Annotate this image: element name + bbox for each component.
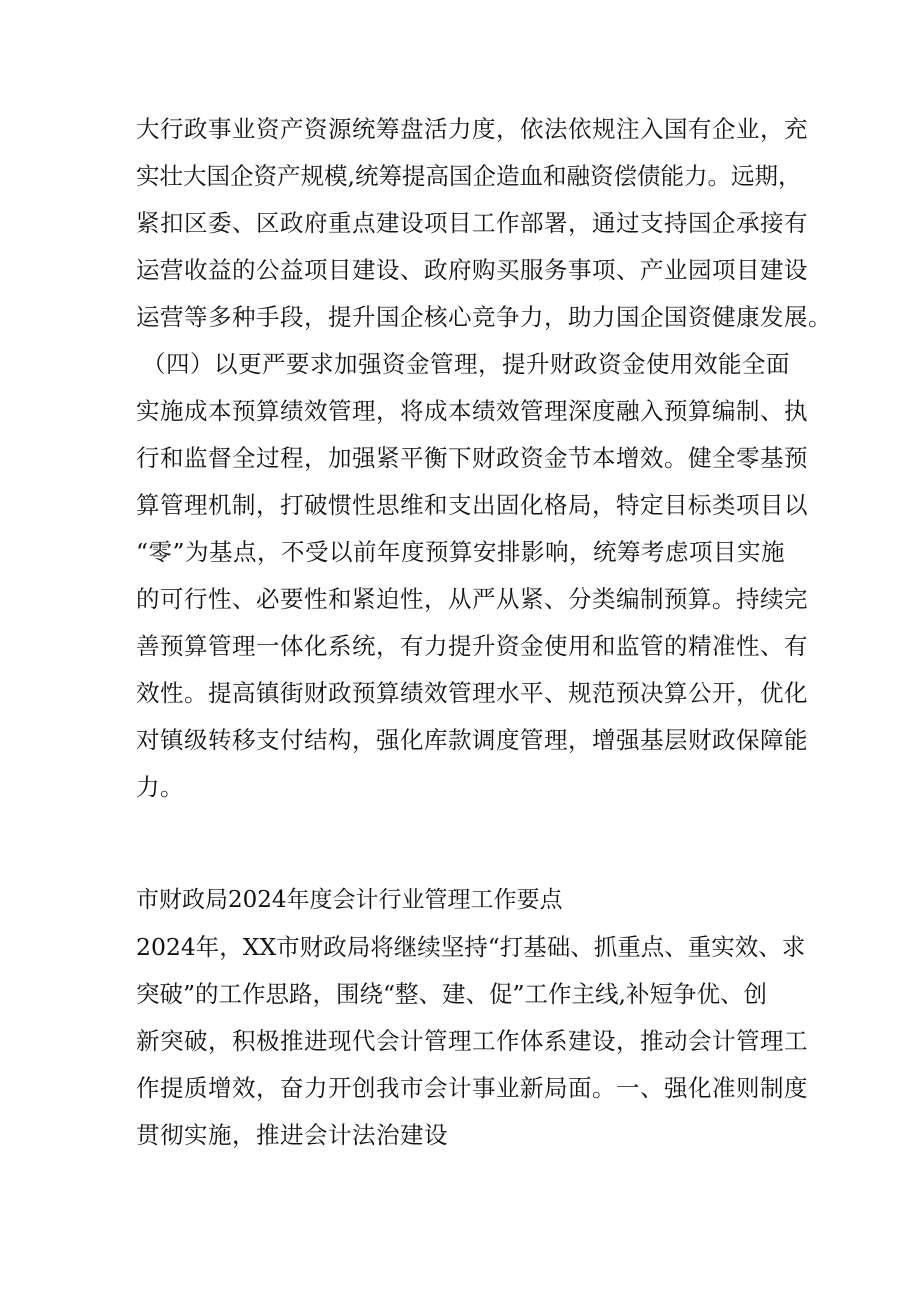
text-line: 效性。提高镇街财政预算绩效管理水平、规范预决算公开，优化 bbox=[136, 679, 808, 707]
text-line: “零”为基点，不受以前年度预算安排影响，统筹考虑项目实施 bbox=[136, 538, 786, 566]
section-title: 市财政局2024年度会计行业管理工作要点 bbox=[136, 887, 563, 913]
text-line: 实壮大国企资产规模,统筹提高国企造血和融资偿债能力。远期， bbox=[136, 162, 802, 190]
text-line: 2024年，XX市财政局将继续坚持“打基础、抓重点、重实效、求 bbox=[136, 933, 806, 961]
paragraph-asset-management bbox=[136, 106, 832, 341]
text-line: 作提质增效，奋力开创我市会计事业新局面。一、强化准则制度 bbox=[136, 1074, 808, 1102]
paragraph-fund-management bbox=[136, 341, 808, 811]
text-line: 的可行性、必要性和紧迫性，从严从紧、分类编制预算。持续完 bbox=[136, 585, 808, 613]
section-title-block bbox=[136, 877, 796, 924]
text-line: 突破”的工作思路，围绕“整、建、促”工作主线,补短争优、创 bbox=[136, 980, 768, 1008]
text-line: （四）以更严要求加强资金管理，提升财政资金使用效能全面 bbox=[142, 350, 790, 378]
paragraph-accounting-plan bbox=[136, 924, 808, 1159]
text-line: 新突破，积极推进现代会计管理工作体系建设，推动会计管理工 bbox=[136, 1027, 808, 1055]
text-line: 算管理机制，打破惯性思维和支出固化格局，特定目标类项目以 bbox=[136, 491, 808, 519]
text-line: 善预算管理一体化系统，有力提升资金使用和监管的精准性、有 bbox=[136, 632, 808, 660]
text-line: 运营收益的公益项目建设、政府购买服务事项、产业园项目建设 bbox=[136, 256, 808, 284]
text-line: 紧扣区委、区政府重点建设项目工作部署，通过支持国企承接有 bbox=[136, 209, 808, 237]
text-line: 贯彻实施，推进会计法治建设 bbox=[136, 1121, 448, 1149]
text-line: 实施成本预算绩效管理，将成本绩效管理深度融入预算编制、执 bbox=[136, 397, 808, 425]
text-line: 运营等多种手段，提升国企核心竞争力，助力国企国资健康发展。 bbox=[136, 303, 832, 331]
text-line: 行和监督全过程，加强紧平衡下财政资金节本增效。健全零基预 bbox=[136, 444, 808, 472]
text-line: 对镇级转移支付结构，强化库款调度管理，增强基层财政保障能 bbox=[136, 726, 808, 754]
text-line: 大行政事业资产资源统筹盘活力度，依法依规注入国有企业，充 bbox=[136, 115, 808, 143]
text-line: 力。 bbox=[136, 773, 184, 801]
